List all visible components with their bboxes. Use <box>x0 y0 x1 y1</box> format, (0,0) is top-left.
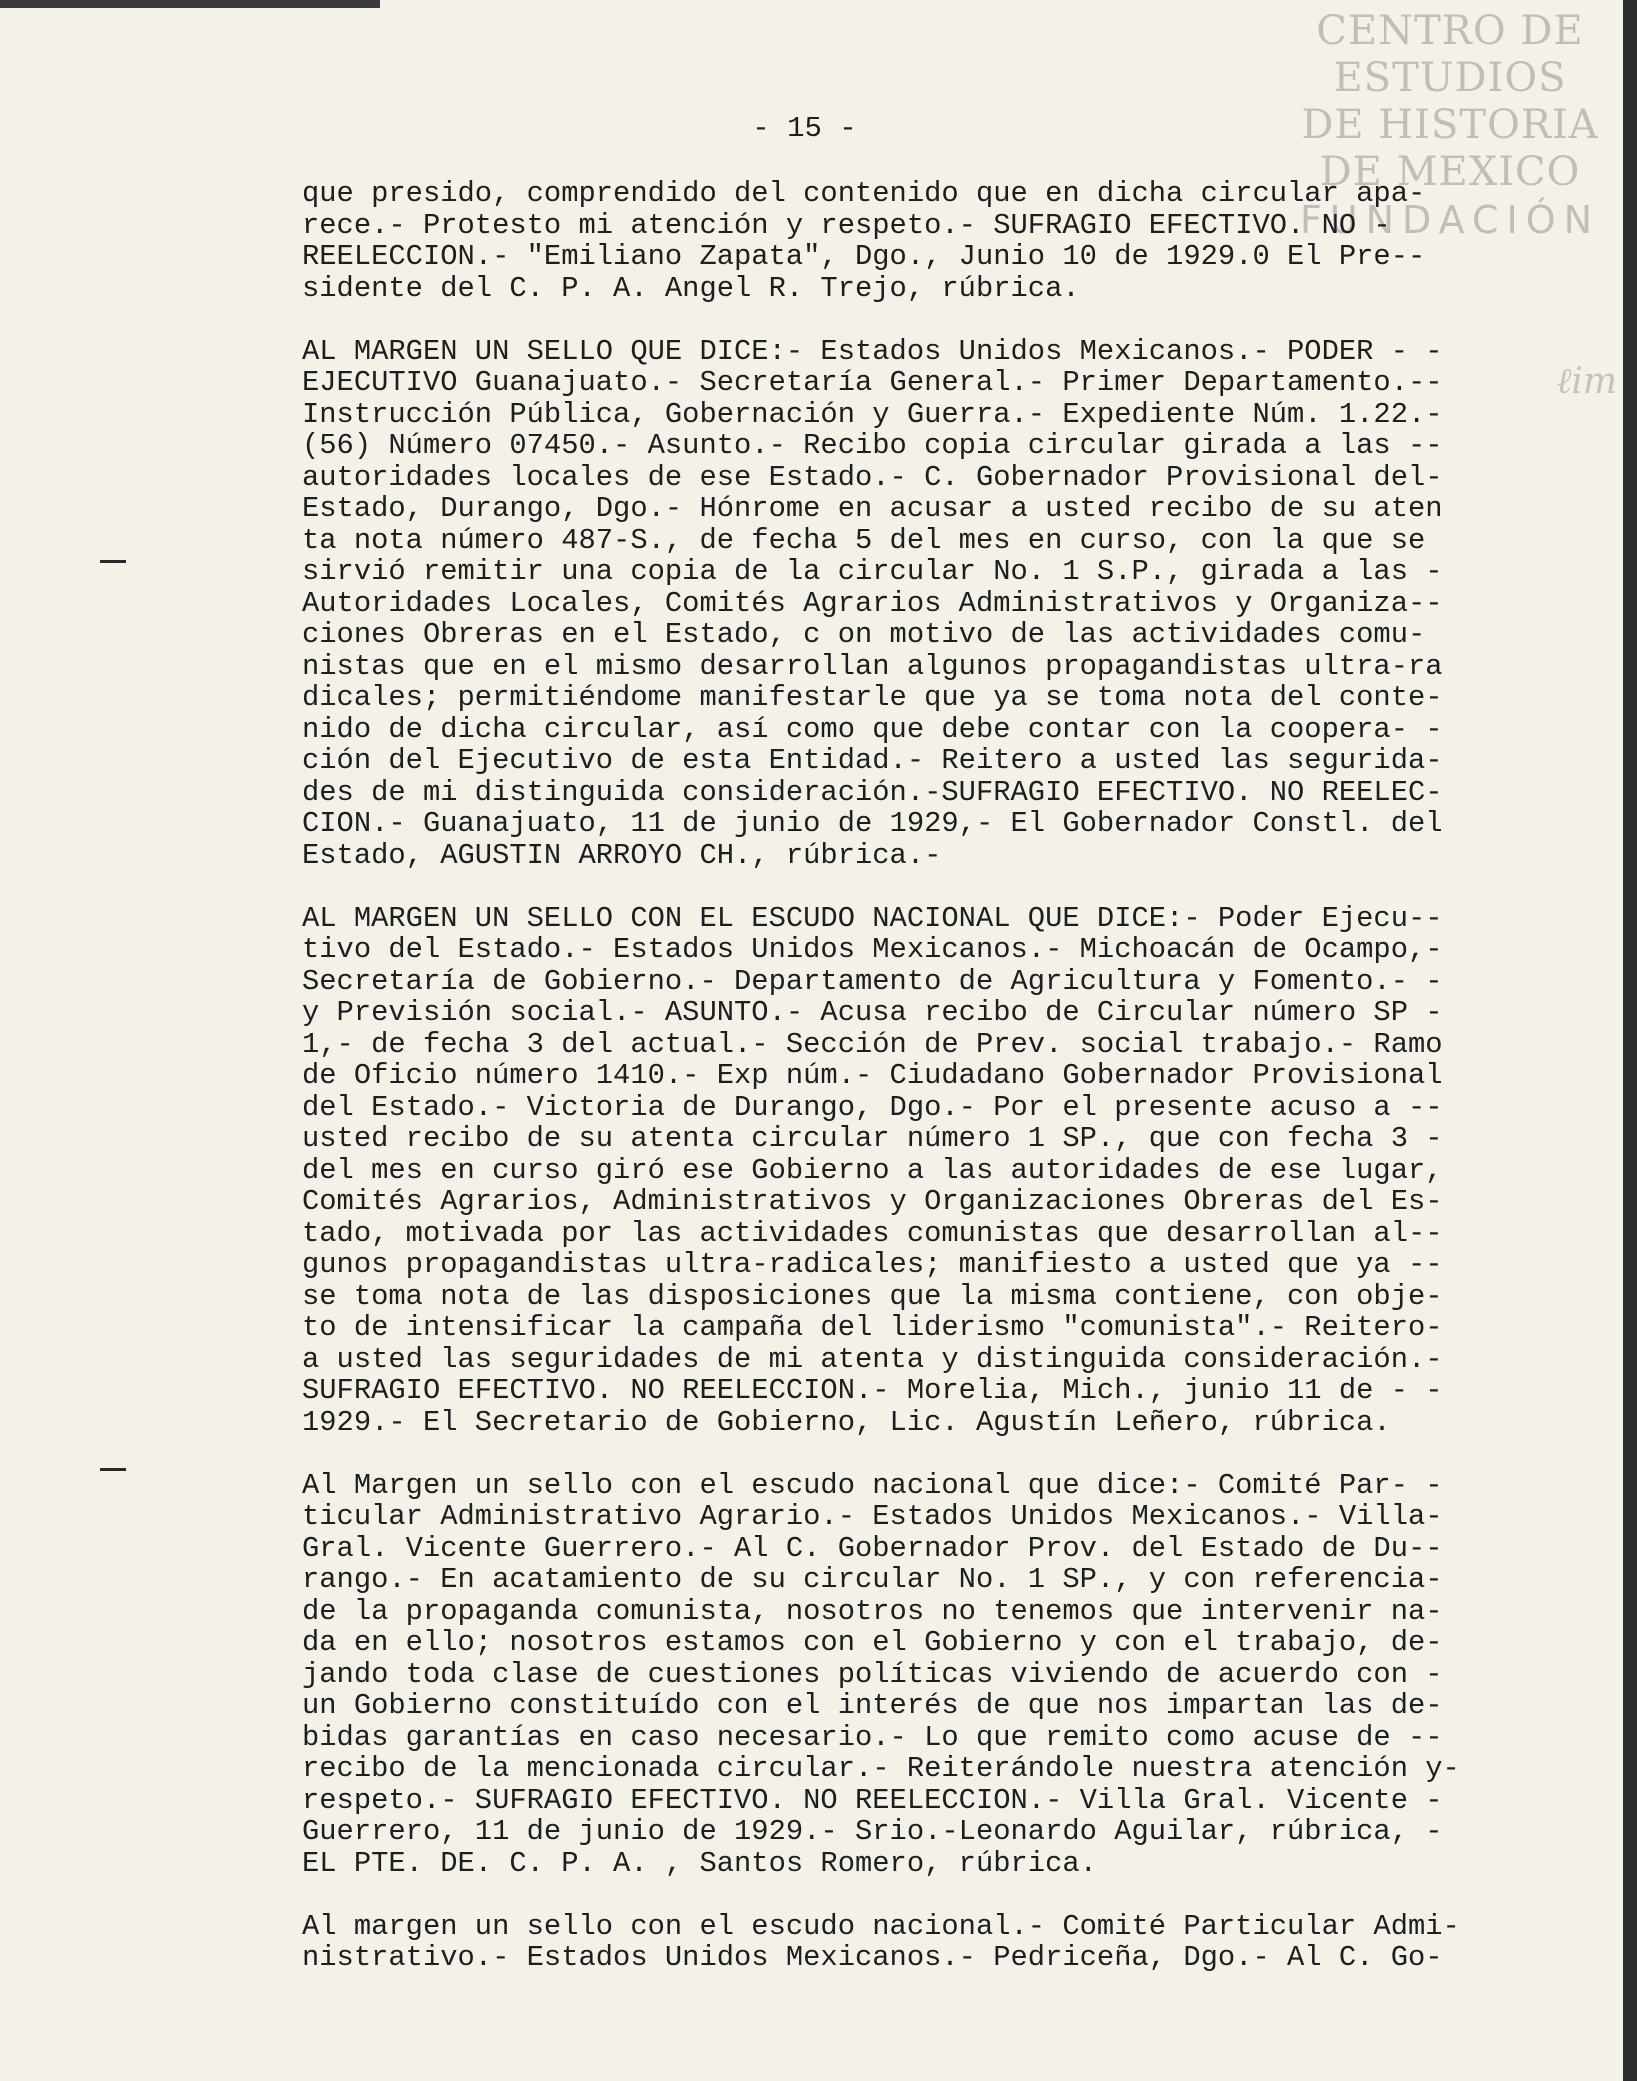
text-line: que presido, comprendido del contenido que en dicha circular apa- <box>302 177 1426 210</box>
text-line: a usted las seguridades de mi atenta y distinguida consideración.- <box>302 1342 1443 1376</box>
paragraph <box>302 1470 1562 1880</box>
text-line: nido de dicha circular, así como que debe contar con la coopera- - <box>302 712 1443 746</box>
text-line: EL PTE. DE. C. P. A. , Santos Romero, rúbrica. <box>302 1846 1097 1880</box>
paragraph <box>302 903 1562 1439</box>
text-line: sirvió remitir una copia de la circular No. 1 S.P., girada a las - <box>302 555 1443 588</box>
watermark-line: DE HISTORIA <box>1301 102 1599 148</box>
text-line: Autoridades Locales, Comités Agrarios Administrativos y Organiza-- <box>302 586 1443 620</box>
text-line: to de intensificar la campaña del liderismo "comunista".- Reitero- <box>302 1311 1443 1344</box>
text-line: SUFRAGIO EFECTIVO. NO REELECCION.- Morelia, Mich., junio 11 de - - <box>302 1374 1443 1407</box>
text-line: jando toda clase de cuestiones políticas viviendo de acuerdo con - <box>302 1657 1443 1691</box>
pen-annotation: ℓim <box>1556 361 1617 402</box>
paragraph <box>302 1911 1562 1974</box>
document-body <box>302 178 1562 2005</box>
watermark-foundation: FUNDACIÓN <box>1299 198 1601 242</box>
text-line: del Estado.- Victoria de Durango, Dgo.- Por el presente acuso a -- <box>302 1090 1443 1124</box>
text-line: del mes en curso giró ese Gobierno a las autoridades de ese lugar, <box>302 1153 1443 1187</box>
margin-dash-mark <box>100 1468 126 1471</box>
text-line: ta nota número 487-S., de fecha 5 del mes en curso, con la que se <box>302 523 1426 557</box>
text-line: rango.- En acatamiento de su circular No. 1 SP., y con referencia- <box>302 1563 1443 1596</box>
text-line: sidente del C. P. A. Angel R. Trejo, rúbrica. <box>302 271 1080 305</box>
text-line: ciones Obreras en el Estado, c on motivo de las actividades comu- <box>302 618 1426 651</box>
text-line: recibo de la mencionada circular.- Reiterándole nuestra atención y- <box>302 1752 1460 1785</box>
scan-right-edge <box>1623 0 1637 2081</box>
text-line: autoridades locales de ese Estado.- C. Gobernador Provisional del- <box>302 460 1443 494</box>
text-line: (56) Número 07450.- Asunto.- Recibo copia circular girada a las -- <box>302 429 1443 462</box>
text-line: gunos propagandistas ultra-radicales; manifiesto a usted que ya -- <box>302 1248 1443 1281</box>
page-number: - 15 - <box>752 112 857 145</box>
text-line: 1,- de fecha 3 del actual.- Sección de Prev. social trabajo.- Ramo <box>302 1027 1443 1061</box>
scan-top-edge <box>0 0 380 8</box>
text-line: Al Margen un sello con el escudo nacional que dice:- Comité Par- - <box>302 1468 1443 1502</box>
text-line: respeto.- SUFRAGIO EFECTIVO. NO REELECCION.- Villa Gral. Vicente - <box>302 1783 1443 1817</box>
text-line: ción del Ejecutivo de esta Entidad.- Reitero a usted las segurida- <box>302 744 1443 777</box>
text-line: un Gobierno constituído con el interés de que nos impartan las de- <box>302 1689 1443 1722</box>
text-line: y Previsión social.- ASUNTO.- Acusa recibo de Circular número SP - <box>302 996 1443 1029</box>
text-line: tivo del Estado.- Estados Unidos Mexicanos.- Michoacán de Ocampo,- <box>302 933 1443 966</box>
text-line: Estado, Durango, Dgo.- Hónrome en acusar a usted recibo de su aten <box>302 492 1443 525</box>
paragraph <box>302 178 1562 304</box>
text-line: 1929.- El Secretario de Gobierno, Lic. Agustín Leñero, rúbrica. <box>302 1405 1391 1439</box>
text-line: Al margen un sello con el escudo nacional.- Comité Particular Admi- <box>302 1909 1460 1943</box>
text-line: Gral. Vicente Guerrero.- Al C. Gobernador Prov. del Estado de Du-- <box>302 1531 1443 1565</box>
text-line: rece.- Protesto mi atención y respeto.- SUFRAGIO EFECTIVO. NO - <box>302 208 1391 242</box>
text-line: da en ello; nosotros estamos con el Gobierno y con el trabajo, de- <box>302 1626 1443 1659</box>
text-line: usted recibo de su atenta circular número 1 SP., que con fecha 3 - <box>302 1122 1443 1155</box>
watermark-line: ESTUDIOS <box>1333 55 1567 101</box>
text-line: AL MARGEN UN SELLO CON EL ESCUDO NACIONAL QUE DICE:- Poder Ejecu-- <box>302 901 1443 935</box>
margin-dash-mark <box>100 560 126 563</box>
text-line: de Oficio número 1410.- Exp núm.- Ciudadano Gobernador Provisional <box>302 1059 1443 1092</box>
text-line: CION.- Guanajuato, 11 de junio de 1929,- El Gobernador Constl. del <box>302 807 1443 840</box>
text-line: Comités Agrarios, Administrativos y Organizaciones Obreras del Es- <box>302 1185 1443 1218</box>
text-line: REELECCION.- "Emiliano Zapata", Dgo., Junio 10 de 1929.0 El Pre-- <box>302 240 1426 273</box>
paragraph <box>302 336 1562 872</box>
text-line: nistas que en el mismo desarrollan algunos propagandistas ultra-ra <box>302 649 1443 683</box>
text-line: dicales; permitiéndome manifestarle que ya se toma nota del conte- <box>302 681 1443 714</box>
text-line: AL MARGEN UN SELLO QUE DICE:- Estados Unidos Mexicanos.- PODER - - <box>302 334 1443 368</box>
text-line: EJECUTIVO Guanajuato.- Secretaría General.- Primer Departamento.-- <box>302 366 1443 399</box>
watermark-line: CENTRO DE <box>1316 8 1584 54</box>
text-line: des de mi distinguida consideración.-SUFRAGIO EFECTIVO. NO REELEC- <box>302 775 1443 809</box>
text-line: bidas garantías en caso necesario.- Lo que remito como acuse de -- <box>302 1720 1443 1754</box>
text-line: se toma nota de las disposiciones que la misma contiene, con obje- <box>302 1279 1443 1313</box>
text-line: Secretaría de Gobierno.- Departamento de Agricultura y Fomento.- - <box>302 964 1443 998</box>
watermark-line: DE MEXICO <box>1319 149 1581 195</box>
text-line: Instrucción Pública, Gobernación y Guerra.- Expediente Núm. 1.22.- <box>302 397 1443 431</box>
text-line: Guerrero, 11 de junio de 1929.- Srio.-Leonardo Aguilar, rúbrica, - <box>302 1815 1443 1848</box>
text-line: Estado, AGUSTIN ARROYO CH., rúbrica.- <box>302 838 942 872</box>
text-line: tado, motivada por las actividades comunistas que desarrollan al-- <box>302 1216 1443 1250</box>
text-line: nistrativo.- Estados Unidos Mexicanos.- Pedriceña, Dgo.- Al C. Go- <box>302 1941 1443 1974</box>
text-line: ticular Administrativo Agrario.- Estados Unidos Mexicanos.- Villa- <box>302 1500 1443 1533</box>
text-line: de la propaganda comunista, nosotros no tenemos que intervenir na- <box>302 1594 1443 1628</box>
